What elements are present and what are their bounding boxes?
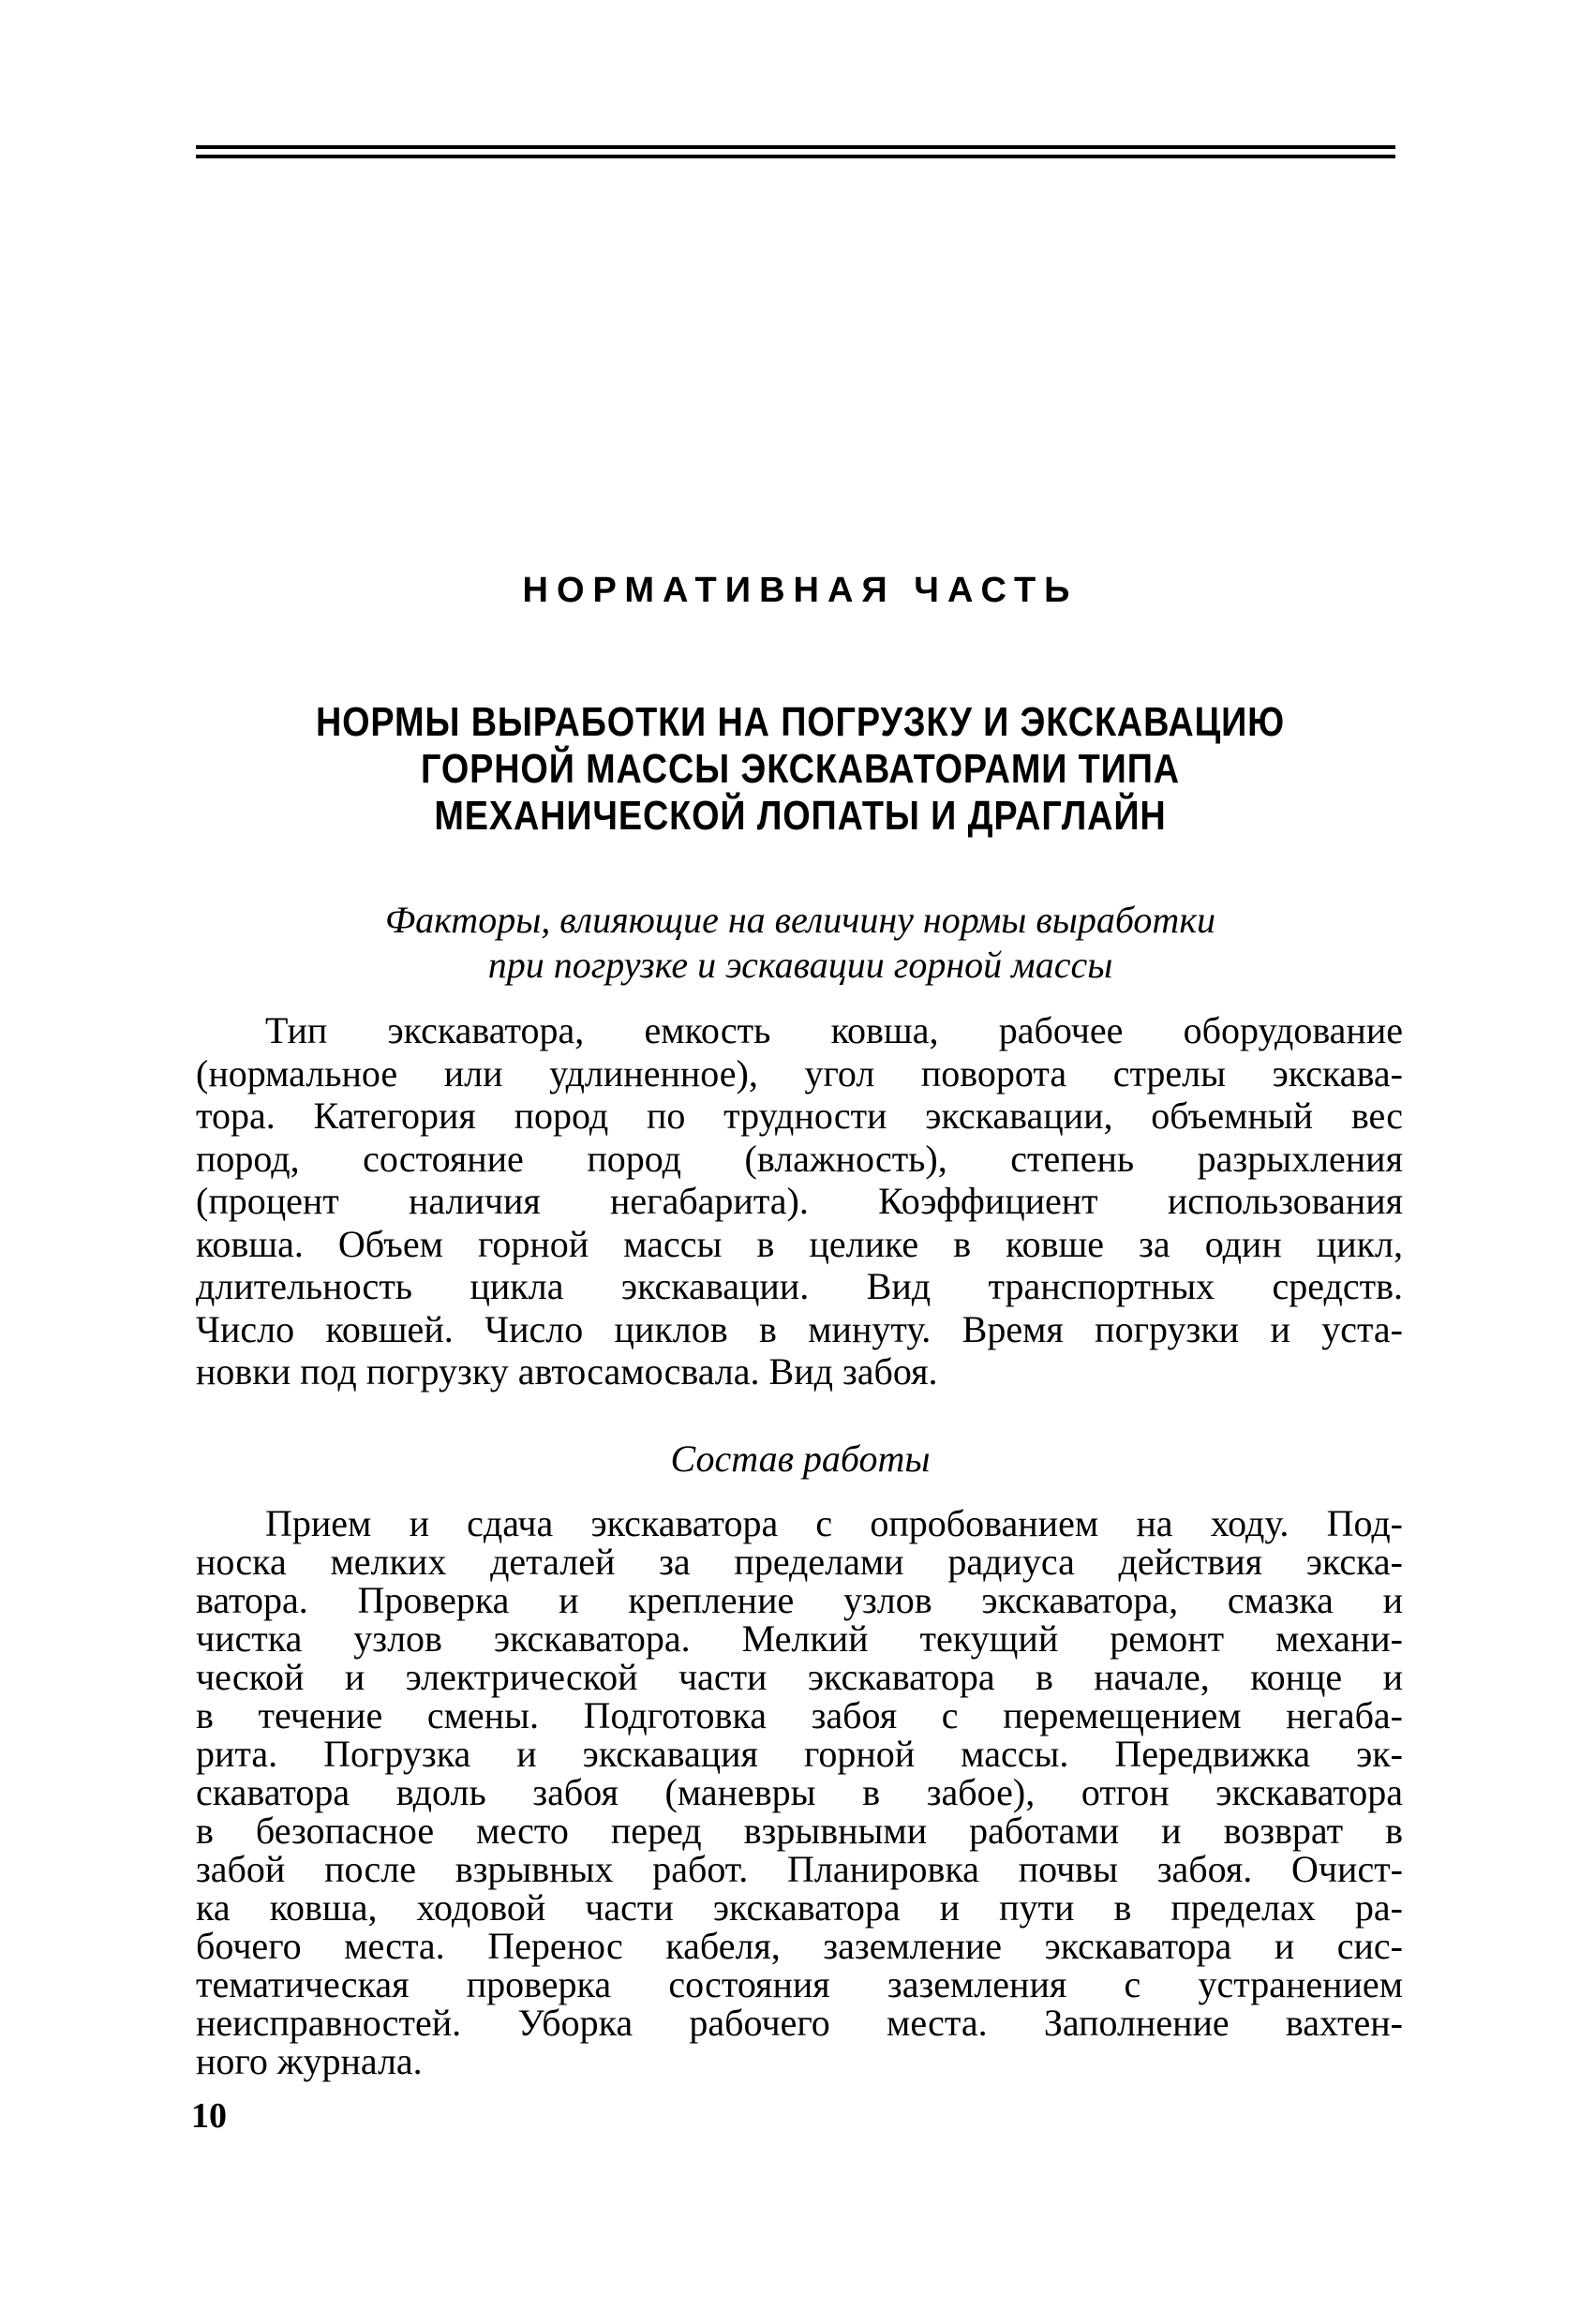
paragraph-line: пород, состояние пород (влажность), степень разрыхления — [196, 1137, 1403, 1180]
paragraph-line: Тип экскаватора, емкость ковша, рабочее оборудование — [265, 1009, 1403, 1051]
main-title-line: НОРМЫ ВЫРАБОТКИ НА ПОГРУЗКУ И ЭКСКАВАЦИЮ — [315, 699, 1286, 745]
factors-paragraph — [196, 1009, 1403, 1393]
paragraph-line: Число ковшей. Число циклов в минуту. Время погрузки и уста- — [196, 1307, 1403, 1350]
paragraph-line: ка ковша, ходовой части экскаватора и пути в пределах ра- — [196, 1886, 1403, 1929]
paragraph-line: бочего места. Перенос кабеля, заземление экскаватора и сис- — [196, 1925, 1403, 1967]
paragraph-line: ватора. Проверка и крепление узлов экскаватора, смазка и — [196, 1579, 1403, 1621]
paragraph-line: (нормальное или удлиненное), угол поворота стрелы экскава- — [196, 1051, 1403, 1095]
paragraph-line: рита. Погрузка и экскавация горной массы. Передвижка эк- — [196, 1733, 1403, 1775]
paragraph-line: неисправностей. Уборка рабочего места. Заполнение вахтен- — [196, 2002, 1403, 2044]
work-paragraph — [196, 1504, 1403, 2080]
factors-heading-line: при погрузке и эскавации горной массы — [487, 944, 1113, 986]
work-heading: Состав работы — [670, 1438, 931, 1480]
main-title-line: МЕХАНИЧЕСКОЙ ЛОПАТЫ И ДРАГЛАЙН — [434, 793, 1167, 839]
factors-heading-line: Факторы, влияющие на величину нормы выработки — [384, 899, 1216, 941]
paragraph-line: ного журнала. — [196, 2040, 423, 2082]
main-title-line: ГОРНОЙ МАССЫ ЭКСКАВАТОРАМИ ТИПА — [421, 746, 1180, 792]
paragraph-line: носка мелких деталей за пределами радиуса действия экска- — [196, 1541, 1403, 1583]
section-title: НОРМАТИВНАЯ ЧАСТЬ — [522, 571, 1079, 610]
paragraph-line: забой после взрывных работ. Планировка почвы забоя. Очист- — [196, 1848, 1403, 1890]
paragraph-line: чистка узлов экскаватора. Мелкий текущий ремонт механи- — [196, 1617, 1403, 1660]
paragraph-line: в безопасное место перед взрывными работами и возврат в — [196, 1810, 1403, 1852]
paragraph-line: новки под погрузку автосамосвала. Вид забоя. — [196, 1350, 938, 1393]
paragraph-line: (процент наличия негабарита). Коэффициент использования — [196, 1180, 1403, 1222]
paragraph-line: тематическая проверка состояния заземления с устранением — [196, 1963, 1403, 2005]
page-number: 10 — [191, 2096, 227, 2136]
header-rule-top — [196, 145, 1395, 149]
paragraph-line: скаватора вдоль забоя (маневры в забое), отгон экскаватора — [196, 1771, 1403, 1813]
paragraph-line: ковша. Объем горной массы в целике в ковше за один цикл, — [196, 1222, 1403, 1265]
paragraph-line: ческой и электрической части экскаватора в начале, конце и — [196, 1656, 1403, 1698]
header-rule-bottom — [196, 155, 1395, 158]
paragraph-line: длительность цикла экскавации. Вид транспортных средств. — [196, 1265, 1403, 1307]
paragraph-line: Прием и сдача экскаватора с опробованием на ходу. Под- — [265, 1502, 1403, 1544]
paragraph-line: тора. Категория пород по трудности экскавации, объемный вес — [196, 1095, 1403, 1137]
paragraph-line: в течение смены. Подготовка забоя с перемещением негаба- — [196, 1694, 1403, 1736]
